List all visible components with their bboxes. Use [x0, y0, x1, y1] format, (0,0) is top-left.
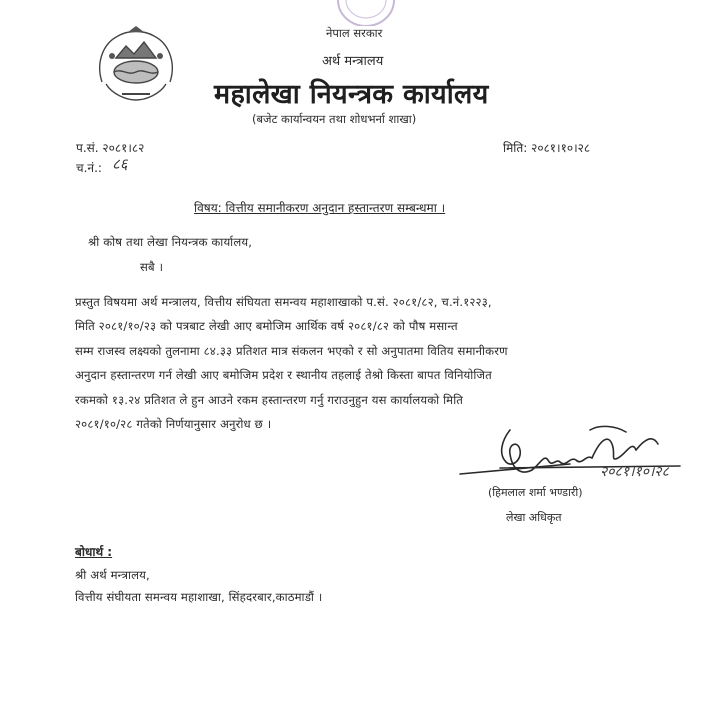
chalani-number: ८६ [112, 155, 128, 173]
signatory-designation: लेखा अधिकृत [506, 511, 562, 524]
branch-name: (बजेट कार्यान्वयन तथा शोधभर्ना शाखा) [252, 112, 417, 126]
subject-line: विषय: वित्तीय समानीकरण अनुदान हस्तान्तरण सम्बन्धमा । [194, 201, 446, 215]
government-name: नेपाल सरकार [326, 26, 383, 40]
office-seal [334, 0, 398, 26]
recipient-line-1: श्री कोष तथा लेखा नियन्त्रक कार्यालय, [88, 235, 253, 249]
body-line: अनुदान हस्तान्तरण गर्न लेखी आए बमोजिम प्रदेश र स्थानीय तहलाई तेश्रो किस्ता बापत विनियोजित [75, 368, 492, 382]
office-title: महालेखा नियन्त्रक कार्यालय [214, 79, 489, 110]
chalani-label: च.नं.: [76, 161, 102, 175]
bodharth-line-1: श्री अर्थ मन्त्रालय, [75, 568, 150, 582]
signature-date: २०८१।१०।२८ [600, 464, 669, 480]
bodharth-heading: बोधार्थ : [75, 545, 113, 559]
ministry-name: अर्थ मन्त्रालय [322, 54, 384, 69]
body-line: सम्म राजस्व लक्ष्यको तुलनामा ८४.३३ प्रतिशत मात्र संकलन भएको र सो अनुपातमा वितिय समानीकरण [75, 344, 508, 358]
government-emblem [92, 24, 180, 106]
body-line: मिति २०८१/१०/२३ को पत्रबाट लेखी आए बमोजिम आर्थिक वर्ष २०८१/८२ को पौष मसान्त [75, 319, 458, 333]
signatory-name: (हिमलाल शर्मा भण्डारी) [488, 486, 583, 499]
recipient-line-2: सबै । [140, 260, 164, 274]
body-line: २०८१/१०/२८ गतेको निर्णयानुसार अनुरोध छ । [75, 417, 272, 431]
patra-sankhya: प.सं. २०८१।८२ [76, 141, 145, 155]
bodharth-line-2: वित्तीय संघीयता समन्वय महाशाखा, सिंहदरबार,काठमाडौं । [75, 590, 323, 604]
body-line: प्रस्तुत विषयमा अर्थ मन्त्रालय, वित्तीय संघियता समन्वय महाशाखाको प.सं. २०८१/८२, च.नं.१२२३, [75, 295, 492, 309]
letter-date: मिति: २०८१।१०।२८ [503, 141, 591, 155]
body-line: रकमको १३.२४ प्रतिशत ले हुन आउने रकम हस्तान्तरण गर्नु गराउनुहुन यस कार्यालयको मिति [75, 393, 464, 407]
